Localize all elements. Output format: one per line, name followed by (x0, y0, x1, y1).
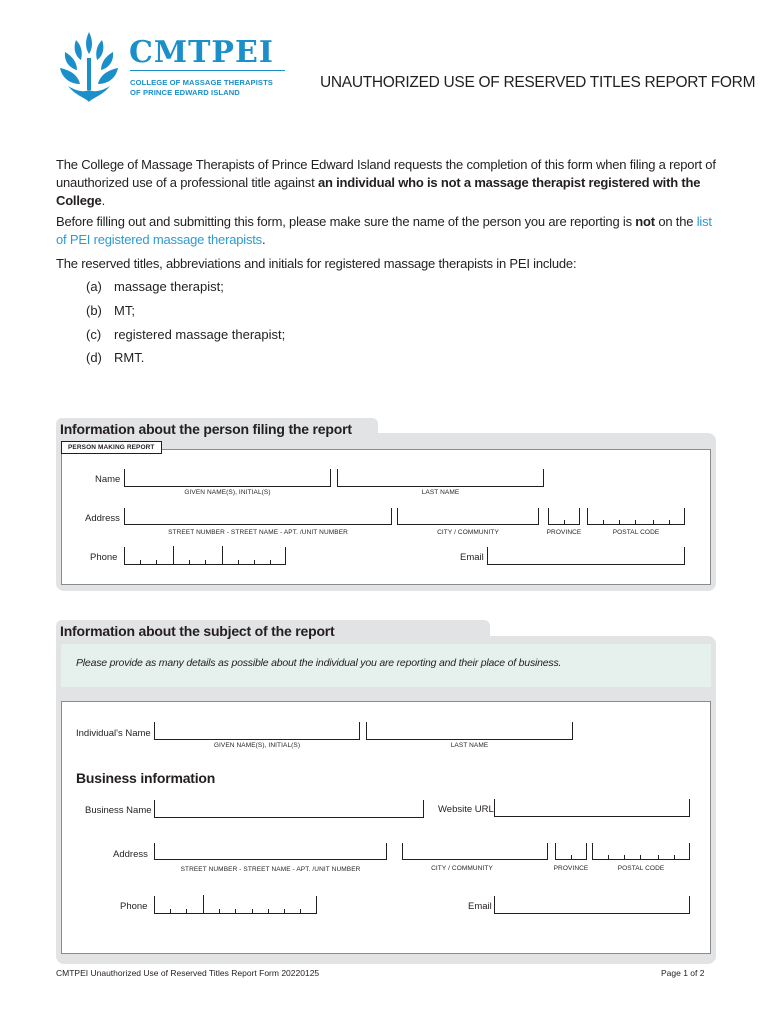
logo-wordmark: CMTPEI (129, 35, 274, 70)
business-province-caption: PROVINCE (553, 865, 589, 872)
business-postal-caption: POSTAL CODE (617, 865, 665, 872)
form-title: UNAUTHORIZED USE OF RESERVED TITLES REPORT FORM (320, 74, 756, 91)
business-email-input[interactable] (494, 896, 690, 914)
registered-therapists-link[interactable]: list of PEI registered massage therapists (56, 214, 712, 247)
province-input[interactable] (548, 508, 580, 525)
footer-form-id: CMTPEI Unauthorized Use of Reserved Titles Report Form 20220125 (56, 968, 320, 978)
section2-title: Information about the subject of the report (60, 623, 335, 639)
email-input[interactable] (487, 547, 685, 565)
province-caption: PROVINCE (546, 529, 582, 536)
website-input[interactable] (494, 799, 690, 817)
name-label: Name (95, 474, 121, 485)
street-caption: STREET NUMBER - STREET NAME - APT. /UNIT NUMBER (168, 529, 348, 536)
business-street-input[interactable] (154, 843, 387, 860)
individual-given-caption: GIVEN NAME(S), INITIAL(S) (213, 742, 301, 749)
individual-name-label: Individual's Name (76, 728, 151, 739)
business-email-label: Email (468, 901, 492, 912)
business-phone-input[interactable] (154, 896, 317, 914)
postal-code-input[interactable] (587, 508, 685, 525)
list-item-text: MT; (114, 303, 135, 318)
list-item-letter: (b) (86, 303, 102, 318)
list-item-letter: (a) (86, 279, 102, 294)
logo-subtitle-line2: OF PRINCE EDWARD ISLAND (130, 88, 240, 97)
logo-leaf-icon (56, 30, 122, 104)
business-province-input[interactable] (555, 843, 587, 860)
instructions-text: Please provide as many details as possible about the individual you are reporting and their place of business. (76, 657, 562, 669)
list-item-letter: (c) (86, 327, 102, 342)
individual-last-name-input[interactable] (366, 722, 573, 740)
intro-paragraph-2: Before filling out and submitting this form, please make sure the name of the person you are reporting is not on the list of PEI registered massage therapists. (56, 214, 712, 247)
last-name-caption: LAST NAME (421, 489, 460, 496)
business-name-label: Business Name (85, 805, 152, 816)
business-street-caption: STREET NUMBER - STREET NAME - APT. /UNIT NUMBER (180, 866, 361, 873)
email-label: Email (460, 552, 484, 563)
logo-subtitle-line1: COLLEGE OF MASSAGE THERAPISTS (130, 78, 273, 87)
business-city-input[interactable] (402, 843, 548, 860)
list-item-text: RMT. (114, 350, 145, 365)
list-item-letter: (d) (86, 350, 102, 365)
last-name-input[interactable] (337, 469, 544, 487)
intro-paragraph-3: The reserved titles, abbreviations and initials for registered massage therapists in PEI include: (56, 256, 577, 271)
given-name-input[interactable] (124, 469, 331, 487)
phone-label: Phone (90, 552, 118, 563)
postal-code-caption: POSTAL CODE (612, 529, 660, 536)
footer-page-number: Page 1 of 2 (661, 968, 705, 978)
section1-title: Information about the person filing the report (60, 421, 352, 437)
list-item-text: registered massage therapist; (114, 327, 286, 342)
intro-paragraph-1: The College of Massage Therapists of Prince Edward Island requests the completion of this form when filing a report of unauthorized use of a professional title against an individual who is not a massage therapist registered with the College. (56, 157, 716, 208)
street-input[interactable] (124, 508, 392, 525)
city-input[interactable] (397, 508, 539, 525)
business-postal-code-input[interactable] (592, 843, 690, 860)
business-address-label: Address (113, 849, 148, 860)
business-phone-label: Phone (120, 901, 148, 912)
list-item-text: massage therapist; (114, 279, 224, 294)
individual-given-name-input[interactable] (154, 722, 360, 740)
business-name-input[interactable] (154, 800, 424, 818)
business-city-caption: CITY / COMMUNITY (431, 865, 493, 872)
phone-input[interactable] (124, 547, 286, 565)
person-making-report-tag: PERSON MAKING REPORT (61, 441, 162, 454)
individual-last-caption: LAST NAME (450, 742, 489, 749)
logo-divider (130, 70, 285, 71)
given-name-caption: GIVEN NAME(S), INITIAL(S) (184, 489, 271, 496)
city-caption: CITY / COMMUNITY (437, 529, 499, 536)
website-label: Website URL (438, 804, 494, 815)
business-info-heading: Business information (76, 770, 216, 786)
address-label: Address (85, 513, 120, 524)
